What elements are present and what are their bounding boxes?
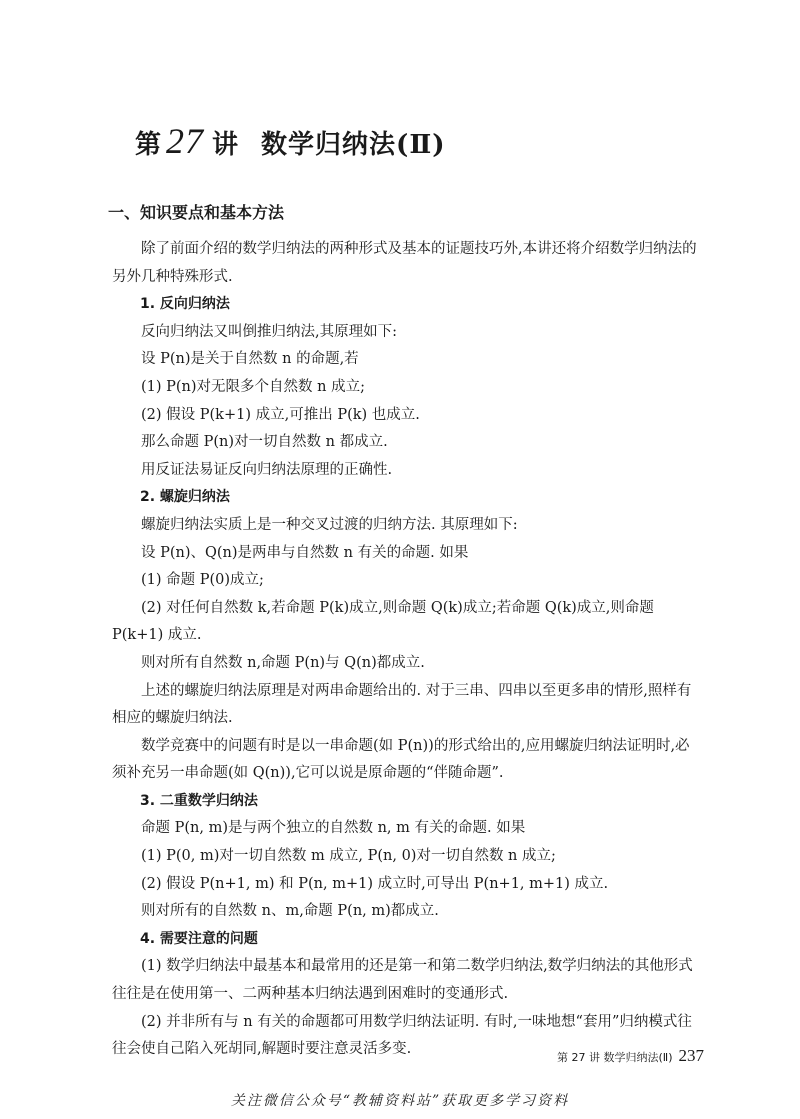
paragraph: 命题 P(n, m)是与两个独立的自然数 n, m 有关的命题. 如果 <box>141 820 526 837</box>
paragraph: 用反证法易证反向归纳法原理的正确性. <box>141 461 393 478</box>
page-footer <box>557 1046 704 1066</box>
subsection-heading: 3. 二重数学归纳法 <box>140 792 258 809</box>
paragraph: 除了前面介绍的数学归纳法的两种形式及基本的证题技巧外,本讲还将介绍数学归纳法的另外几种特殊形式. <box>112 241 697 285</box>
title-prefix: 第 <box>135 130 163 160</box>
paragraph: (1) 数学归纳法中最基本和最常用的还是第一和第二数学归纳法,数学归纳法的其他形式往往是在使用第一、二两种基本归纳法遇到困难时的变通形式. <box>112 958 693 1003</box>
running-footer-label: 第 27 讲 数学归纳法(Ⅱ) <box>557 1051 673 1064</box>
watermark-text: 关注微信公众号“教辅资料站”获取更多学习资料 <box>230 1093 570 1109</box>
lecture-number: 27 <box>166 121 205 161</box>
paragraph: (2) 假设 P(n+1, m) 和 P(n, m+1) 成立时,可导出 P(n+1, m+1) 成立. <box>141 875 609 892</box>
paragraph: 螺旋归纳法实质上是一种交叉过渡的归纳方法. 其原理如下: <box>141 516 518 533</box>
paragraph: 则对所有自然数 n,命题 P(n)与 Q(n)都成立. <box>141 654 425 671</box>
section-heading: 一、知识要点和基本方法 <box>108 203 285 222</box>
paragraph: 数学竞赛中的问题有时是以一串命题(如 P(n))的形式给出的,应用螺旋归纳法证明时,必须补充另一串命题(如 Q(n)),它可以说是原命题的“伴随命题”. <box>112 737 690 782</box>
lecture-topic: 数学归纳法(Ⅱ) <box>261 130 446 160</box>
paragraph: (2) 对任何自然数 k,若命题 P(k)成立,则命题 Q(k)成立;若命题 Q(k)成立,则命题 P(k+1) 成立. <box>112 599 654 644</box>
paragraph: 设 P(n)、Q(n)是两串与自然数 n 有关的命题. 如果 <box>141 544 469 561</box>
paragraph: (1) P(0, m)对一切自然数 m 成立, P(n, 0)对一切自然数 n 成立; <box>141 848 556 865</box>
paragraph: 设 P(n)是关于自然数 n 的命题,若 <box>141 351 359 368</box>
page-number: 237 <box>678 1046 704 1065</box>
paragraph: 反向归纳法又叫倒推归纳法,其原理如下: <box>141 323 397 340</box>
subsection-heading: 2. 螺旋归纳法 <box>140 489 230 506</box>
subsection-heading: 4. 需要注意的问题 <box>140 930 258 947</box>
paragraph: (2) 假设 P(k+1) 成立,可推出 P(k) 也成立. <box>141 406 420 423</box>
paragraph: 那么命题 P(n)对一切自然数 n 都成立. <box>141 434 388 451</box>
paragraph: (2) 并非所有与 n 有关的命题都可用数学归纳法证明. 有时,一味地想“套用”归纳模式往往会使自己陷入死胡同,解题时要注意灵活多变. <box>112 1013 692 1058</box>
paragraph: (1) 命题 P(0)成立; <box>141 572 264 589</box>
title-suffix: 讲 <box>212 130 240 160</box>
body-text <box>112 236 700 1064</box>
paragraph: 则对所有的自然数 n、m,命题 P(n, m)都成立. <box>141 903 439 920</box>
page-title <box>135 120 446 162</box>
subsection-heading: 1. 反向归纳法 <box>140 296 230 313</box>
paragraph: (1) P(n)对无限多个自然数 n 成立; <box>141 378 365 395</box>
paragraph: 上述的螺旋归纳法原理是对两串命题给出的. 对于三串、四串以至更多串的情形,照样有相应的螺旋归纳法. <box>112 682 692 727</box>
